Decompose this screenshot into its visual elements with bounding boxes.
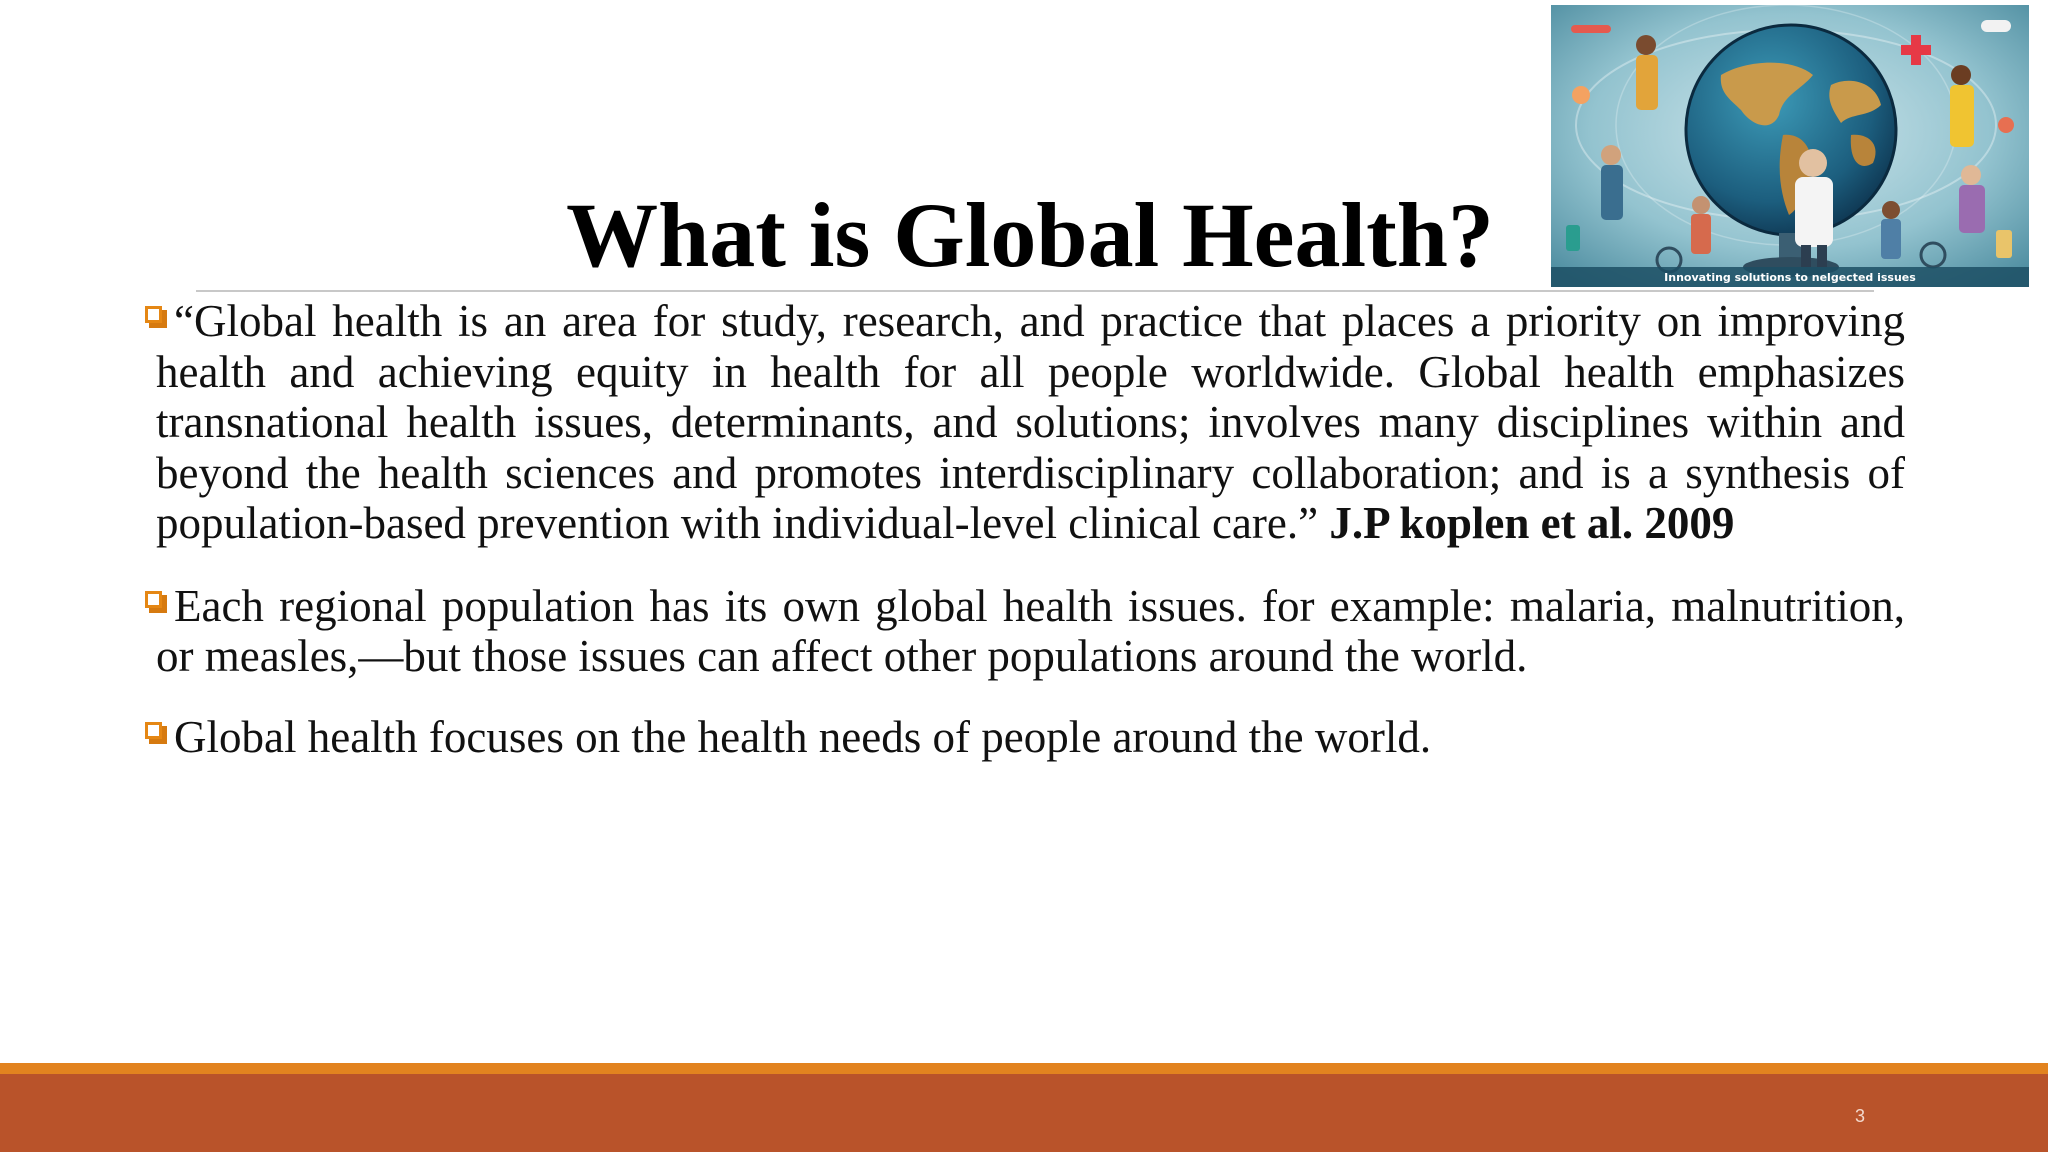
footer-accent-line <box>0 1063 2048 1074</box>
globe-illustration-graphic <box>1551 5 2029 287</box>
bullet-paragraph-1 <box>145 296 1905 549</box>
title-divider <box>196 290 1874 292</box>
hollow-square-bullet-icon <box>145 306 169 330</box>
global-health-illustration <box>1551 5 2029 287</box>
page-number: 3 <box>1854 1106 1865 1126</box>
slide-title: What is Global Health? <box>566 184 1494 286</box>
slide-body <box>145 296 1905 762</box>
bullet-paragraph-2 <box>145 581 1905 682</box>
hollow-square-bullet-icon <box>145 722 169 746</box>
illustration-caption: Innovating solutions to nelgected issues <box>1664 271 1916 284</box>
paragraph-1-citation: J.P koplen et al. 2009 <box>1329 498 1735 548</box>
paragraph-3-text: Global health focuses on the health needs of people around the world. <box>174 711 1432 762</box>
hollow-square-bullet-icon <box>145 591 169 615</box>
bullet-paragraph-3 <box>145 712 1905 763</box>
paragraph-1-text: “Global health is an area for study, research, and practice that places a priority on improving health and achieving equity in health for all people worldwide. Global health emphasizes transnational health issues, determinants, and solutions; involves many disciplines within and beyond the health sciences and promotes interdisciplinary collaboration; and is a synthesis of population-based prevention with individual-level clinical care.” <box>156 296 1905 548</box>
paragraph-2-text: Each regional population has its own global health issues. for example: malaria, malnutrition, or measles,—but those issues can affect other populations around the world. <box>156 580 1905 681</box>
footer-bar <box>0 1074 2048 1152</box>
